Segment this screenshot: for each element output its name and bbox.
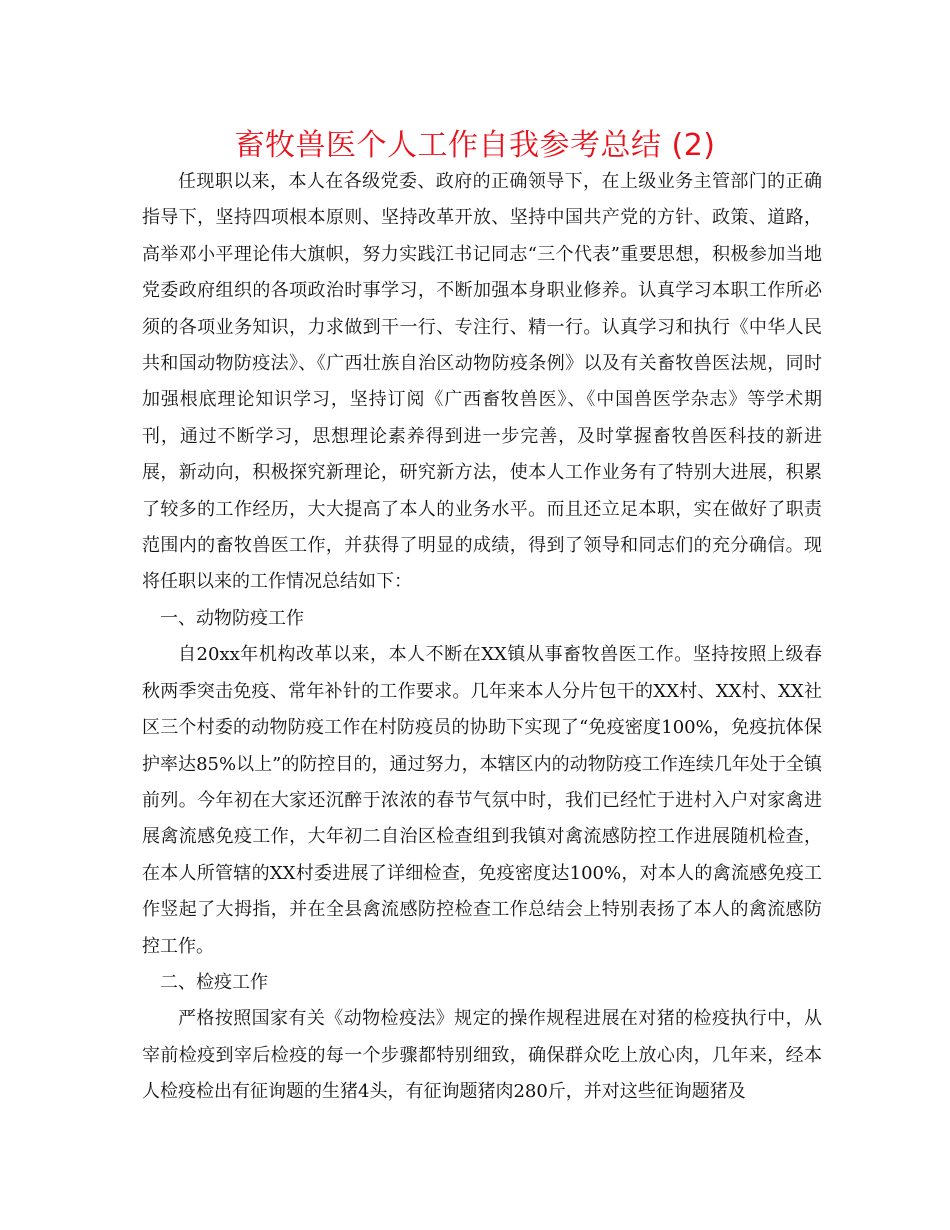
document-title: 畜牧兽医个人工作自我参考总结 (2) [234, 128, 716, 163]
section-heading-animal-epidemic-prevention: 一、动物防疫工作 [160, 607, 304, 629]
paragraph-quarantine: 严格按照国家有关《动物检疫法》规定的操作规程进展在对猪的检疫执行中，从宰前检疫到宰后检疫的每一个步骤都特别细致，确保群众吃上放心肉，几年来，经本人检疫检出有征询题的生猪4头，有征询题猪肉280斤，并对这些征询题猪及 [142, 1008, 822, 1103]
paragraph-animal-epidemic-prevention: 自20xx年机构改革以来，本人不断在XX镇从事畜牧兽医工作。坚持按照上级春秋两季突击免疫、常年补针的工作要求。几年来本人分片包干的XX村、XX村、XX社区三个村委的动物防疫工作在村防疫员的协助下实现了“免疫密度100%，免疫抗体保护率达85%以上”的防控目的，通过努力，本辖区内的动物防疫工作连续几年处于全镇前列。今年初在大家还沉醉于浓浓的春节气氛中时，我们已经忙于进村入户对家禽进展禽流感免疫工作，大年初二自治区检查组到我镇对禽流感防控工作进展随机检查，在本人所管辖的XX村委进展了详细检查，免疫密度达100%，对本人的禽流感免疫工作竖起了大拇指，并在全县禽流感防控检查工作总结会上特别表扬了本人的禽流感防控工作。 [142, 644, 822, 957]
section-heading-quarantine: 二、检疫工作 [160, 971, 268, 993]
document-body [142, 164, 822, 1111]
paragraph-intro: 任现职以来，本人在各级党委、政府的正确领导下，在上级业务主管部门的正确指导下，坚持四项根本原则、坚持改革开放、坚持中国共产党的方针、政策、道路，高举邓小平理论伟大旗帜，努力实践江书记同志“三个代表”重要思想，积极参加当地党委政府组织的各项政治时事学习，不断加强本身职业修养。认真学习本职工作所必须的各项业务知识，力求做到干一行、专注行、精一行。认真学习和执行《中华人民共和国动物防疫法》、《广西壮族自治区动物防疫条例》以及有关畜牧兽医法规，同时加强根底理论知识学习，坚持订阅《广西畜牧兽医》、《中国兽医学杂志》等学术期刊，通过不断学习，思想理论素养得到进一步完善，及时掌握畜牧兽医科技的新进展，新动向，积极探究新理论，研究新方法，使本人工作业务有了特别大进展，积累了较多的工作经历，大大提高了本人的业务水平。而且还立足本职，实在做好了职责范围内的畜牧兽医工作，并获得了明显的成绩，得到了领导和同志们的充分确信。现将任职以来的工作情况总结如下： [142, 171, 822, 593]
